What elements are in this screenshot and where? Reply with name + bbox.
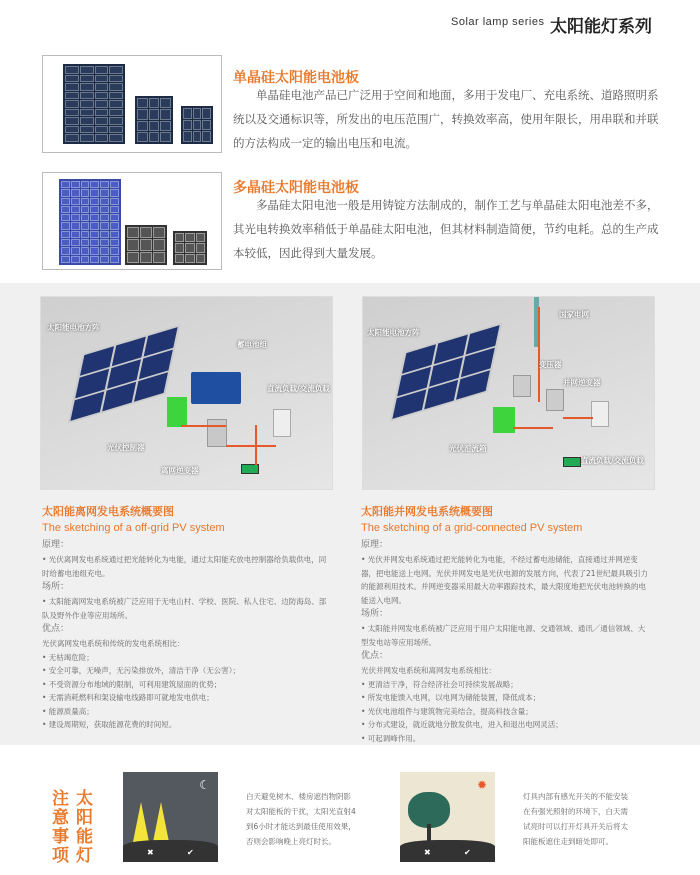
solar-cell	[153, 227, 165, 238]
grid-title-cn: 太阳能并网发电系统概要图	[361, 505, 493, 518]
solar-cell	[100, 231, 109, 238]
solar-cell	[65, 126, 79, 134]
solar-cell	[175, 243, 184, 252]
adv-item: • 能源质量高；	[42, 706, 94, 716]
solar-cell	[71, 239, 80, 246]
place-text: • 太阳能并网发电系统被广泛应用于用户太阳能电源、交通领域、通讯／通信领域、大型发电站等应用场所。	[361, 624, 646, 647]
solar-cell	[80, 126, 94, 134]
solar-cell	[202, 108, 211, 119]
label-transformer: 变压器	[539, 360, 562, 369]
solar-cell	[110, 222, 119, 229]
solar-cell	[81, 239, 90, 246]
solar-cell	[65, 75, 79, 83]
solar-cell	[109, 66, 123, 74]
solar-cell	[80, 117, 94, 125]
tip-1: 白天避免树木、楼房遮挡物阴影对太阳能板的干扰，太阳光直射4到6小时才能达到最佳使用效果，否则会影响晚上亮灯时长。	[246, 792, 356, 846]
tree-icon	[408, 792, 450, 828]
laptop	[563, 457, 581, 467]
solar-cell	[71, 189, 80, 196]
solar-cell	[185, 243, 194, 252]
solar-cell	[71, 206, 80, 213]
adv-item: • 更清洁干净，符合经济社会可持续发展战略；	[361, 679, 518, 689]
solar-cell	[95, 83, 109, 91]
wrong-icon: ✖	[424, 848, 431, 857]
notes-title	[52, 790, 94, 866]
place-label: 场所：	[361, 609, 389, 619]
battery-bank	[191, 372, 241, 404]
solar-cell	[95, 109, 109, 117]
adv-item: • 安全可靠，无噪声，无污染排放外，清洁干净（无公害）；	[42, 666, 241, 675]
solar-cell	[183, 131, 192, 142]
solar-cell	[110, 231, 119, 238]
place-label: 场所：	[42, 582, 70, 592]
day-scene-image	[400, 772, 495, 862]
mono-text: 单晶硅电池产品已广泛用于空间和地面，多用于发电厂、充电系统、道路照明系统以及交通标识等，所发出的电压范围广，转换效率高，使用年限长，用串联和并联的方法构成一定的输出电压和电流。	[233, 88, 659, 150]
solar-cell	[90, 181, 99, 188]
solar-cell	[65, 100, 79, 108]
solar-cell	[175, 233, 184, 242]
solar-cell	[95, 117, 109, 125]
solar-cell	[100, 189, 109, 196]
solar-cell	[137, 109, 148, 119]
principle-text: • 光伏离网发电系统通过把光能转化为电能，通过太阳能充放电控制器给负载供电，同时给蓄电池组充电。	[42, 555, 327, 578]
solar-cell	[109, 134, 123, 142]
solar-cell	[160, 109, 171, 119]
solar-cell	[110, 247, 119, 254]
solar-cell	[80, 100, 94, 108]
adv-intro: 光伏并网发电系统和离网发电系统相比：	[361, 666, 496, 675]
solar-cell	[160, 132, 171, 142]
solar-cell	[196, 233, 205, 242]
solar-cell	[153, 252, 165, 263]
grid-diagram	[362, 296, 655, 490]
solar-cell	[137, 132, 148, 142]
solar-cell	[193, 108, 202, 119]
notes-title-a: 太阳能灯	[76, 789, 93, 866]
solar-cell	[100, 222, 109, 229]
solar-cell	[80, 109, 94, 117]
label-inverter: 离网逆变器	[161, 466, 199, 475]
solar-cell	[153, 239, 165, 250]
right-icon: ✔	[187, 848, 194, 857]
solar-cell	[71, 247, 80, 254]
solar-cell	[81, 231, 90, 238]
solar-cell	[65, 83, 79, 91]
solar-cell	[80, 75, 94, 83]
solar-cell	[80, 83, 94, 91]
solar-cell	[81, 206, 90, 213]
solar-cell	[65, 92, 79, 100]
solar-cell	[61, 214, 70, 221]
mono-title: 单晶硅太阳能电池板	[233, 70, 359, 86]
solar-cell	[61, 222, 70, 229]
solar-cell	[100, 256, 109, 263]
label-inverter: 并网逆变器	[563, 378, 601, 387]
solar-cell	[71, 256, 80, 263]
solar-cell	[81, 189, 90, 196]
solar-cell	[90, 206, 99, 213]
adv-intro: 光伏离网发电系统和传统的发电系统相比：	[42, 639, 185, 648]
place-text: • 太阳能离网发电系统被广泛应用于无电山村、学校、医院、私人住宅、边防海岛、部队及野外作业等应用场所。	[42, 597, 327, 620]
solar-cell	[71, 198, 80, 205]
label-controller: 光伏控制器	[107, 443, 145, 452]
solar-cell	[149, 121, 160, 131]
tip-2: 灯具内部有感光开关的不能安装在有强光照射的环境下，白天需试亮时可以打开灯具开关后将太阳能板遮住走到暗处即可。	[523, 792, 628, 846]
solar-cell	[193, 131, 202, 142]
solar-cell	[80, 66, 94, 74]
solar-cell	[95, 75, 109, 83]
solar-cell	[140, 239, 152, 250]
adv-item: • 光伏电池组件与建筑物完美结合，提高科技含量；	[361, 706, 533, 716]
combiner-box	[493, 407, 515, 433]
solar-cell	[193, 120, 202, 131]
solar-cell	[95, 134, 109, 142]
solar-cell	[160, 98, 171, 108]
solar-cell	[95, 92, 109, 100]
label-grid: 国家电网	[559, 310, 589, 319]
solar-cell	[90, 239, 99, 246]
solar-cell	[61, 256, 70, 263]
solar-cell	[90, 256, 99, 263]
adv-item: • 建设周期短，获取能源花费的时间短。	[42, 720, 177, 729]
solar-cell	[202, 120, 211, 131]
solar-cell	[110, 256, 119, 263]
adv-item: • 可起调峰作用。	[361, 733, 421, 743]
solar-cell	[90, 198, 99, 205]
poly-panel-image	[42, 172, 222, 270]
solar-cell	[61, 231, 70, 238]
solar-cell	[61, 189, 70, 196]
inverter-box	[546, 389, 564, 411]
adv-item: • 分布式建设，就近就地分散发供电，进入和退出电网灵活；	[361, 720, 563, 729]
solar-cell	[183, 120, 192, 131]
solar-cell	[109, 100, 123, 108]
solar-cell	[160, 121, 171, 131]
solar-cell	[109, 75, 123, 83]
solar-cell	[61, 206, 70, 213]
night-scene-image	[123, 772, 218, 862]
poly-text: 多晶硅太阳电池一般是用铸锭方法制成的，制作工艺与单晶硅太阳电池差不多，其光电转换效率稍低于单晶硅太阳电池，但其材料制造简便，节约电耗。总的生产成本较低，因此得到大量发展。	[233, 198, 659, 260]
solar-cell	[149, 132, 160, 142]
offgrid-diagram	[40, 296, 333, 490]
transformer-box	[513, 375, 531, 397]
solar-cell	[71, 222, 80, 229]
solar-cell	[109, 83, 123, 91]
solar-cell	[127, 227, 139, 238]
solar-cell	[81, 214, 90, 221]
solar-cell	[90, 214, 99, 221]
solar-cell	[80, 92, 94, 100]
solar-cell	[110, 214, 119, 221]
solar-cell	[90, 189, 99, 196]
solar-cell	[137, 121, 148, 131]
solar-cell	[185, 254, 194, 263]
adv-label: 优点：	[361, 651, 389, 661]
solar-cell	[90, 247, 99, 254]
principle-text: • 光伏并网发电系统通过把光能转化为电能，不经过蓄电池储能，直接通过并网逆变器，把电能送上电网。光伏并网发电是光伏电源的发展方向，代表了21世纪最具吸引力的能源利用技术。并网逆变器采用最大功率跟踪技术，最大限度地把光伏电池转换的电能送入电网。	[361, 555, 649, 605]
solar-cell	[65, 66, 79, 74]
offgrid-title-en: The sketching of a off-grid PV system	[42, 522, 225, 534]
solar-cell	[65, 134, 79, 142]
laptop	[241, 464, 259, 474]
adv-item: • 无需消耗燃料和架设输电线路即可就地发电供电；	[42, 693, 214, 702]
solar-cell	[100, 214, 109, 221]
solar-cell	[196, 254, 205, 263]
solar-cell	[71, 181, 80, 188]
sun-icon: ✹	[476, 778, 487, 792]
solar-cell	[65, 117, 79, 125]
solar-cell	[137, 98, 148, 108]
solar-cell	[175, 254, 184, 263]
solar-cell	[100, 247, 109, 254]
solar-cell	[149, 109, 160, 119]
solar-cell	[185, 233, 194, 242]
solar-cell	[71, 231, 80, 238]
moon-icon: ☾	[199, 778, 210, 792]
header-chinese: 太阳能灯系列	[550, 17, 652, 37]
solar-cell	[110, 239, 119, 246]
solar-cell	[61, 239, 70, 246]
solar-cell	[127, 252, 139, 263]
solar-cell	[81, 198, 90, 205]
solar-cell	[183, 108, 192, 119]
solar-array	[68, 325, 181, 424]
label-battery: 蓄电池组	[237, 340, 267, 349]
label-load: 直流负载/交流负载	[581, 456, 644, 465]
solar-cell	[100, 206, 109, 213]
solar-cell	[110, 198, 119, 205]
label-combiner: 光伏汇流箱	[449, 444, 487, 453]
offgrid-text	[42, 503, 332, 732]
solar-cell	[109, 126, 123, 134]
solar-cell	[110, 206, 119, 213]
label-array: 太阳能电池方阵	[47, 323, 100, 332]
load-box	[273, 409, 291, 437]
solar-cell	[61, 198, 70, 205]
wrong-icon: ✖	[147, 848, 154, 857]
adv-item: • 所发电能馈入电网，以电网为储能装置，降低成本；	[361, 693, 541, 702]
solar-cell	[71, 214, 80, 221]
solar-cell	[95, 126, 109, 134]
solar-cell	[100, 239, 109, 246]
header-english: Solar lamp series	[451, 16, 545, 28]
solar-cell	[95, 66, 109, 74]
adv-item: • 无枯竭危险；	[42, 652, 94, 662]
solar-cell	[109, 117, 123, 125]
solar-cell	[196, 243, 205, 252]
solar-cell	[127, 239, 139, 250]
right-icon: ✔	[464, 848, 471, 857]
solar-cell	[109, 109, 123, 117]
solar-cell	[95, 100, 109, 108]
solar-cell	[61, 247, 70, 254]
principle-label: 原理：	[42, 540, 70, 550]
solar-cell	[81, 181, 90, 188]
solar-cell	[140, 227, 152, 238]
solar-cell	[149, 98, 160, 108]
mono-panel-image	[42, 55, 222, 153]
solar-cell	[81, 222, 90, 229]
grid-title-en: The sketching of a grid-connected PV system	[361, 522, 583, 534]
solar-cell	[202, 131, 211, 142]
solar-cell	[81, 247, 90, 254]
label-load: 直流负载/交流负载	[267, 384, 330, 393]
principle-label: 原理：	[361, 540, 389, 550]
adv-item: • 不受资源分布地域的限制，可利用建筑屋面的优势；	[42, 679, 222, 689]
inverter-box	[207, 419, 227, 447]
solar-cell	[81, 256, 90, 263]
solar-cell	[110, 189, 119, 196]
notes-title-b: 注意事项	[52, 789, 69, 866]
offgrid-title-cn: 太阳能离网发电系统概要图	[42, 505, 174, 518]
solar-cell	[61, 181, 70, 188]
solar-cell	[109, 92, 123, 100]
solar-cell	[110, 181, 119, 188]
solar-cell	[90, 222, 99, 229]
solar-cell	[140, 252, 152, 263]
label-array: 太阳能电池方阵	[367, 328, 420, 337]
solar-cell	[90, 231, 99, 238]
controller-box	[167, 397, 187, 427]
load-box	[591, 401, 609, 427]
solar-cell	[80, 134, 94, 142]
adv-label: 优点：	[42, 624, 70, 634]
solar-cell	[65, 109, 79, 117]
solar-cell	[100, 181, 109, 188]
poly-title: 多晶硅太阳能电池板	[233, 180, 359, 196]
grid-text	[361, 503, 651, 745]
solar-cell	[100, 198, 109, 205]
